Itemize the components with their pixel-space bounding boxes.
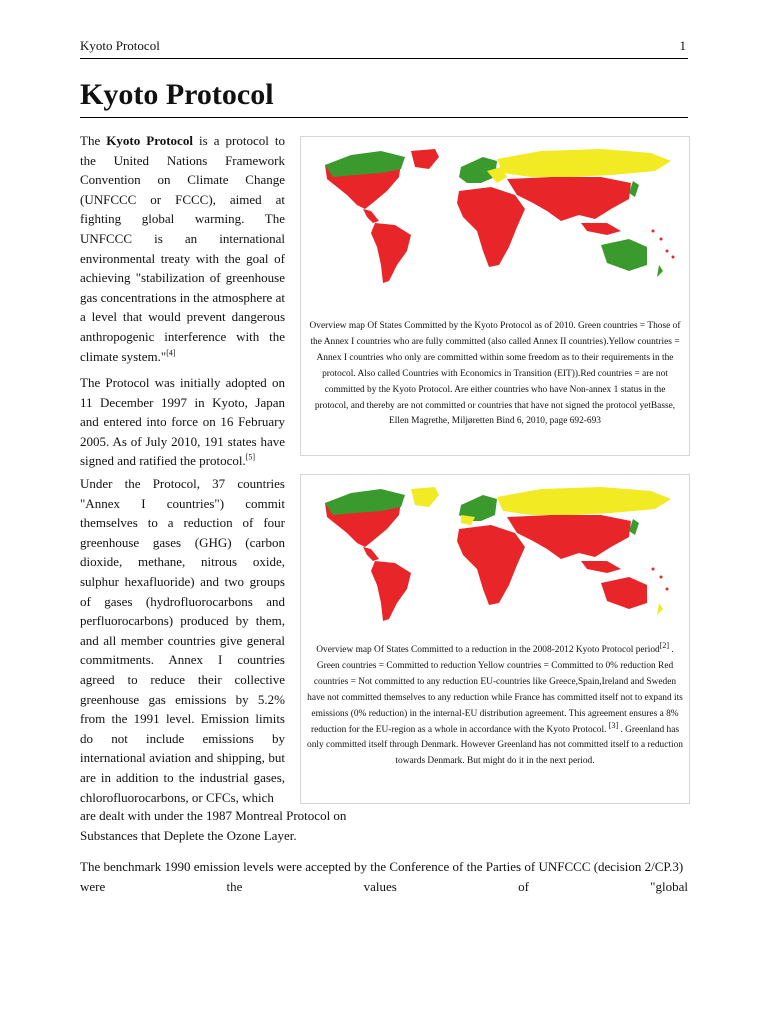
- figure-caption: Overview map Of States Committed by the Kyoto Protocol as of 2010. Green countries = Those of the Annex I countries who are fully committed (also called Annex II countries).Yellow countries = Annex I countries who only are committed within some freedom as to their requirements in the protocol. Also called Countries with Economics in Transition (EIT)).Red countries = are not committed by the Kyoto Protocol. Are either countries who have Non-annex 1 status in the protocol, and thereby are not committed or countries that have not signed the protocol yetBasse, Ellen Magrethe, Miljøretten Bind 6, 2010, page 692-693: [309, 321, 681, 427]
- world-map-image: [311, 147, 681, 287]
- intro-paragraph: The Kyoto Protocol is a protocol to the United Nations Framework Convention on Climate Change (UNFCCC or FCCC), aimed at fighting global warming. The UNFCCC is an international environmental treaty with the goal of achieving "stabilization of greenhouse gas concentrations in the atmosphere at a level that would prevent dangerous anthropogenic interference with the climate system."[4]: [80, 133, 285, 364]
- southeast-asia-region: [581, 561, 621, 573]
- australia-region: [601, 577, 647, 609]
- benchmark-line-1: The benchmark 1990 emission levels were accepted by the Conference of the Parties of UNFCCC (decision 2/CP.3): [80, 859, 684, 874]
- figure-map-2010: [300, 136, 690, 456]
- ref-link[interactable]: [2]: [659, 640, 670, 650]
- figure-caption: Overview map Of States Committed to a reduction in the 2008-2012 Kyoto Protocol period[2] . Green countries = Committed to reduction Yellow countries = Committed to 0% reduction Red countries = Not committed to any reduction EU-countries like Greece,Spain,Ireland and Sweden have not committed themselves to any reduction while France has committed itself not to expand its emissions (0% reduction) in the internal-EU distribution agreement. This agreement ensures a 8% reduction for the EU-region as a whole in accordance with the Kyoto Protocol. [3] . Greenland has only committed itself through Denmark. However Greenland has not committed itself to a reduction towards Denmark. But might do it in the next period.: [307, 640, 683, 767]
- ref-link[interactable]: [5]: [245, 453, 256, 463]
- africa-region: [457, 525, 525, 605]
- south-america-region: [371, 223, 411, 283]
- island-dot: [666, 588, 669, 591]
- asia-region: [507, 515, 631, 559]
- bold-term: Kyoto Protocol: [106, 133, 193, 148]
- island-dot: [660, 576, 663, 579]
- new-zealand-region: [657, 265, 663, 277]
- south-america-region: [371, 561, 411, 621]
- greenland-region: [411, 149, 439, 169]
- southeast-asia-region: [581, 223, 621, 235]
- central-america-region: [363, 547, 379, 561]
- title-rule: [80, 117, 688, 118]
- annex-paragraph-continued: are dealt with under the 1987 Montreal Protocol on Substances that Deplete the Ozone Layer.: [80, 808, 347, 843]
- australia-region: [601, 239, 647, 271]
- running-header-title: Kyoto Protocol: [80, 38, 160, 53]
- russia-region: [497, 487, 671, 515]
- greenland-region: [411, 487, 439, 507]
- island-dot: [660, 238, 663, 241]
- world-map-image: [311, 485, 681, 625]
- figure-map-2008-2012: [300, 474, 690, 804]
- africa-region: [457, 187, 525, 267]
- island-dot: [652, 230, 655, 233]
- island-dot: [666, 250, 669, 253]
- island-dot: [652, 568, 655, 571]
- page-number: 1: [679, 38, 686, 53]
- annex-paragraph: Under the Protocol, 37 countries "Annex I countries") commit themselves to a reduction of four greenhouse gases (GHG) (carbon dioxide, methane, nitrous oxide, sulphur hexafluoride) and two groups of gases (hydrofluorocarbons and perfluorocarbons) produced by them, and all member countries give general commitments. Annex I countries agreed to reduce their collective greenhouse gas emissions by 5.2% from the 1991 level. Emission limits do not include emissions by international aviation and shipping, but are in addition to the industrial gases, chlorofluorocarbons, or CFCs, which: [80, 476, 285, 805]
- header-rule: [80, 58, 688, 59]
- benchmark-paragraph: [80, 857, 688, 896]
- benchmark-line-2: were the values of "global: [80, 878, 688, 894]
- central-america-region: [363, 209, 379, 223]
- ref-link[interactable]: [4]: [166, 348, 176, 358]
- russia-region: [497, 149, 671, 177]
- adoption-paragraph: The Protocol was initially adopted on 11 December 1997 in Kyoto, Japan and entered into force on 16 February 2005. As of July 2010, 191 states have signed and ratified the protocol.[5]: [80, 375, 285, 469]
- page-title: Kyoto Protocol: [80, 78, 274, 111]
- island-dot: [672, 256, 675, 259]
- new-zealand-region: [657, 603, 663, 615]
- asia-region: [507, 177, 631, 221]
- ref-link[interactable]: [3]: [608, 720, 619, 730]
